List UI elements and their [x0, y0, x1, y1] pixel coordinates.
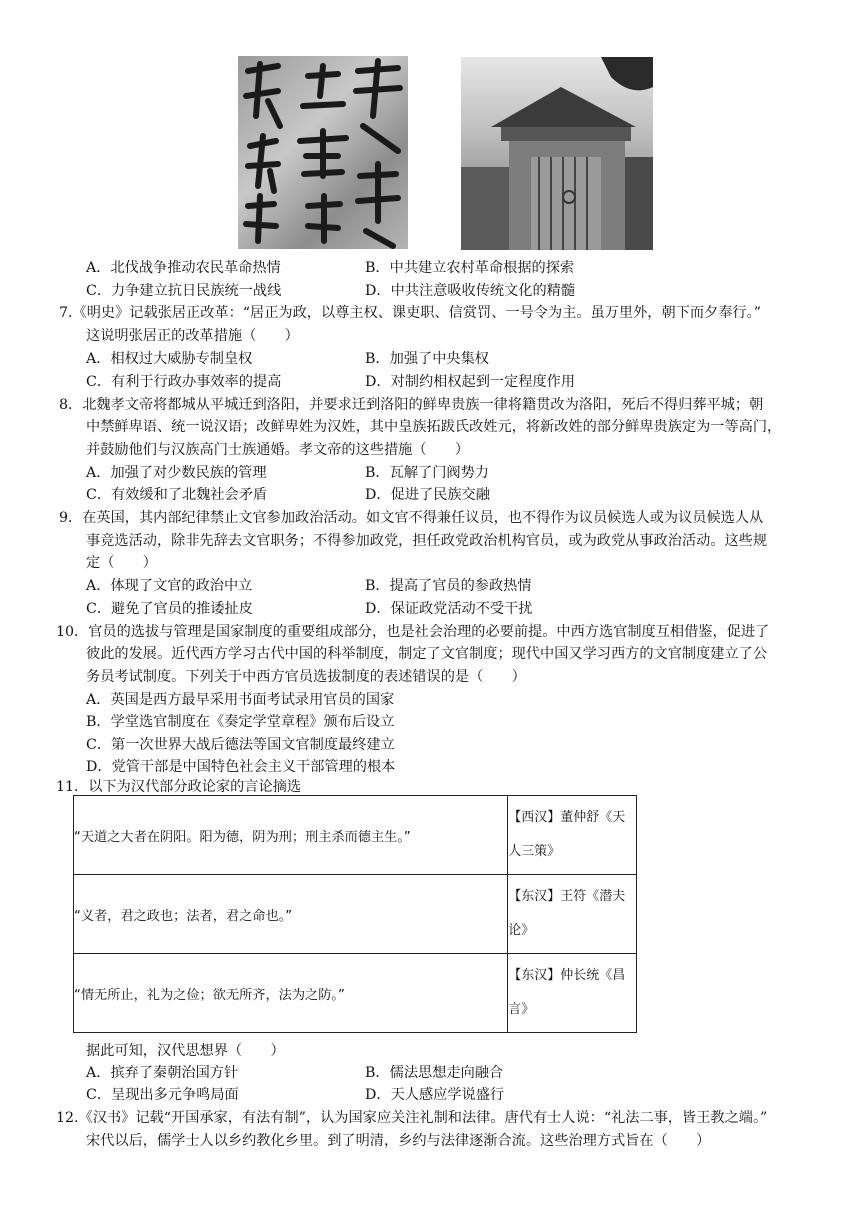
q11-option-a[interactable]: A．摈弃了秦朝治国方针	[86, 1065, 239, 1081]
q9-option-d[interactable]: D．保证政党活动不受干扰	[365, 601, 533, 617]
quote-cell: “义者，君之政也；法者，君之命也。”	[74, 875, 508, 954]
q7-stem-line1: 7.《明史》记载张居正改革：“居正为政，以尊主权、课吏职、信赏罚、一号令为主。虽万里外，朝下而夕奉行。”	[59, 305, 761, 321]
table-row	[74, 796, 637, 875]
q12-stem-line2: 宋代以后，儒学士人以乡约教化乡里。到了明清，乡约与法律逐渐合流。这些治理方式旨在（ ）	[86, 1133, 711, 1149]
q9-stem-line1: 9．在英国，其内部纪律禁止文官参加政治活动。如文官不得兼任议员，也不得作为议员候选人或为议员候选人从	[59, 510, 764, 526]
q11-option-c[interactable]: C．呈现出多元争鸣局面	[86, 1087, 239, 1103]
q6-option-a[interactable]: A．北伐战争推动农民革命热情	[86, 260, 281, 276]
q6-option-b[interactable]: B．中共建立农村革命根据的探索	[365, 260, 575, 276]
q11-after-table: 据此可知，汉代思想界（ ）	[86, 1043, 285, 1059]
q7-option-b[interactable]: B．加强了中央集权	[365, 351, 489, 367]
q8-stem-line2: 中禁鲜卑语、统一说汉语；改鲜卑姓为汉姓，其中皇族拓跋氏改姓元，将新改姓的部分鲜卑贵族定为一等高门，	[86, 419, 782, 435]
q7-option-d[interactable]: D．对制约相权起到一定程度作用	[365, 374, 576, 390]
q10-stem-line1: 10．官员的选拔与管理是国家制度的重要组成部分，也是社会治理的必要前提。中西方选官制度互相借鉴，促进了	[56, 624, 770, 640]
q8-option-a[interactable]: A．加强了对少数民族的管理	[86, 465, 267, 481]
source-cell: 【西汉】董仲舒《天人三策》	[508, 796, 637, 875]
calligraphy-inscription-photo	[238, 56, 408, 249]
q10-option-c[interactable]: C．第一次世界大战后德法等国文官制度最终建立	[86, 737, 395, 753]
q10-option-b[interactable]: B．学堂选官制度在《奏定学堂章程》颁布后设立	[86, 714, 395, 730]
q9-stem-line3: 定（ ）	[86, 555, 157, 571]
q10-option-a[interactable]: A．英国是西方最早采用书面考试录用官员的国家	[86, 692, 395, 708]
q6-option-d[interactable]: D．中共注意吸收传统文化的精髓	[365, 283, 576, 299]
q11-option-b[interactable]: B．儒法思想走向融合	[365, 1065, 504, 1081]
q11-option-d[interactable]: D．天人感应学说盛行	[365, 1087, 505, 1103]
q9-stem-line2: 事竞选活动，除非先辞去文官职务；不得参加政党，担任政党政治机构官员，或为政党从事政治活动。这些规	[86, 533, 768, 549]
q7-option-a[interactable]: A．相权过大威胁专制皇权	[86, 351, 253, 367]
source-cell: 【东汉】王符《潜夫论》	[508, 875, 637, 954]
q8-option-d[interactable]: D．促进了民族交融	[365, 487, 490, 503]
q9-option-b[interactable]: B．提高了官员的参政热情	[365, 578, 532, 594]
q9-option-c[interactable]: C．避免了官员的推诿扯皮	[86, 601, 253, 617]
q10-option-d[interactable]: D．党管干部是中国特色社会主义干部管理的根本	[86, 759, 396, 775]
q8-option-c[interactable]: C．有效缓和了北魏社会矛盾	[86, 487, 268, 503]
source-cell: 【东汉】仲长统《昌言》	[508, 954, 637, 1033]
q9-option-a[interactable]: A．体现了文官的政治中立	[86, 578, 253, 594]
sayings-table	[73, 795, 637, 1033]
quote-cell: “天道之大者在阴阳。阳为德，阴为刑；刑主杀而德主生。”	[74, 796, 508, 875]
q7-stem-line2: 这说明张居正的改革措施（ ）	[86, 328, 299, 344]
q6-option-c[interactable]: C．力争建立抗日民族统一战线	[86, 283, 282, 299]
q10-stem-line3: 务员考试制度。下列关于中西方官员选拔制度的表述错误的是（ ）	[86, 669, 526, 685]
q8-option-b[interactable]: B．瓦解了门阀势力	[365, 465, 489, 481]
quote-cell: “情无所止，礼为之俭；欲无所齐，法为之防。”	[74, 954, 508, 1033]
gate-drawing	[461, 57, 653, 250]
old-gate-building-photo	[461, 57, 653, 250]
q10-stem-line2: 彼此的发展。近代西方学习古代中国的科举制度，制定了文官制度；现代中国又学习西方的文官制度建立了公	[86, 646, 768, 662]
table-row	[74, 954, 637, 1033]
q12-stem-line1: 12.《汉书》记载“开国承家，有法有制”，认为国家应关注礼制和法律。唐代有士人说：“礼法二事，皆王教之端。”	[56, 1110, 768, 1126]
q7-option-c[interactable]: C．有利于行政办事效率的提高	[86, 374, 282, 390]
table-row	[74, 875, 637, 954]
inscription-strokes	[238, 56, 408, 249]
q8-stem-line3: 并鼓励他们与汉族高门士族通婚。孝文帝的这些措施（ ）	[86, 442, 470, 458]
q11-stem-line1: 11．以下为汉代部分政论家的言论摘选	[56, 779, 302, 795]
q8-stem-line1: 8．北魏孝文帝将都城从平城迁到洛阳，并要求迁到洛阳的鲜卑贵族一律将籍贯改为洛阳，死后不得归葬平城；朝	[59, 397, 764, 413]
